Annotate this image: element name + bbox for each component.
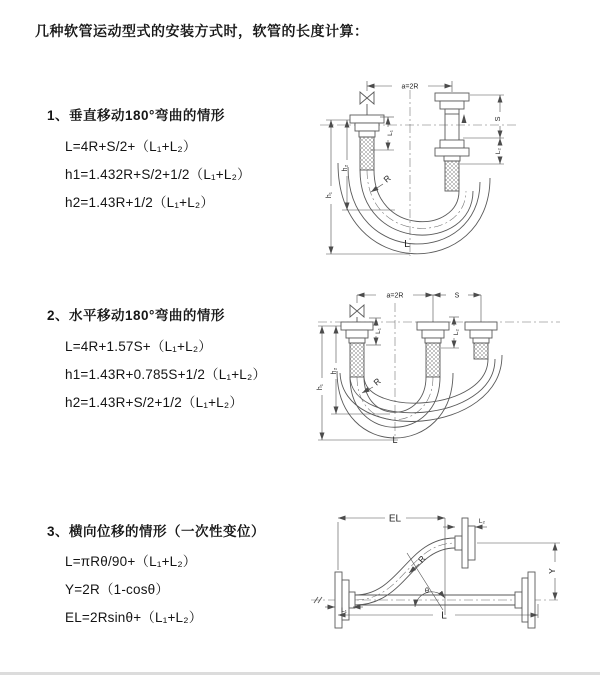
formula-l: L=πRθ/90+（L₁+L₂）	[65, 554, 197, 569]
formula-el: EL=2Rsinθ+（L₁+L₂）	[65, 610, 203, 625]
dimension-a-2r	[357, 293, 481, 323]
dim-label-h2: h₂	[331, 367, 338, 375]
dim-label-h1: h₁	[317, 383, 324, 391]
right-flange-fitting	[515, 572, 535, 628]
formula-y: Y=2R（1-cosθ）	[65, 582, 170, 597]
dimension-l	[338, 604, 538, 622]
formula-l: L=4R+S/2+（L₁+L₂）	[65, 139, 197, 154]
diagram-vertical-180-bend	[310, 68, 600, 263]
left-flange-fitting	[341, 322, 373, 377]
formula-h1: h1=1.432R+S/2+1/2（L₁+L₂）	[65, 167, 251, 182]
braided-hose-section	[360, 137, 374, 170]
section-horizontal-movement	[47, 304, 267, 410]
right-flange-fitting	[465, 322, 497, 359]
right-flange-fitting	[435, 93, 469, 191]
dim-label-l: L	[441, 610, 447, 622]
dim-label-l2: L₂	[495, 147, 502, 155]
diagram-horizontal-180-bend	[310, 283, 600, 450]
upper-flange-fitting	[455, 518, 475, 568]
dim-label-l1: L₁	[341, 607, 347, 614]
dim-label-a2r: a=2R	[401, 83, 419, 91]
dim-label-y: Y	[547, 568, 557, 574]
left-flange-fitting	[350, 115, 384, 170]
section-2-heading: 2、水平移动180°弯曲的情形	[47, 308, 225, 323]
middle-flange-fitting	[417, 322, 449, 377]
formula-h1: h1=1.43R+0.785S+1/2（L₁+L₂）	[65, 367, 267, 382]
dim-label-r: R	[415, 553, 428, 565]
dim-label-l-total: L	[404, 238, 410, 250]
dim-label-h2: h₂	[342, 164, 349, 172]
dim-label-el: EL	[388, 513, 402, 525]
dim-label-s: S	[493, 116, 502, 122]
dim-label-h1: h₁	[326, 191, 333, 199]
dim-label-l1: L₁	[375, 328, 382, 334]
radius-leader	[409, 554, 428, 573]
dim-label-theta: θ	[424, 586, 430, 595]
formula-h2: h2=1.43R+S/2+1/2（L₁+L₂）	[65, 395, 244, 410]
section-1-heading: 1、垂直移动180°弯曲的情形	[47, 108, 225, 123]
dimension-s	[433, 293, 481, 300]
section-lateral-displacement	[47, 520, 266, 625]
section-3-heading: 3、横向位移的情形（一次性变位）	[47, 524, 266, 539]
dimension-el	[338, 514, 445, 571]
dim-label-l2: L₂	[453, 328, 460, 336]
valve-icon	[350, 305, 364, 322]
hose-u-loop	[338, 163, 490, 254]
dim-label-l2: L₂	[478, 518, 486, 525]
valve-icon	[360, 92, 374, 115]
dim-label-a2r: a=2R	[386, 292, 404, 300]
dimension-a-2r	[367, 81, 452, 92]
page-title: 几种软管运动型式的安装方式时，软管的长度计算：	[35, 23, 369, 39]
dim-label-r: R	[371, 375, 383, 388]
left-flange-fitting	[335, 572, 355, 628]
dim-label-l-total: L	[392, 435, 398, 445]
formula-l: L=4R+1.57S+（L₁+L₂）	[65, 339, 212, 354]
radius-leader	[362, 376, 383, 393]
diagram-lateral-displacement	[305, 500, 600, 652]
movement-arrow-icon	[462, 114, 467, 123]
dim-label-r: R	[381, 172, 393, 185]
dim-label-l1: L₁	[387, 130, 394, 136]
section-vertical-movement	[47, 104, 251, 210]
dimension-l1	[325, 607, 363, 614]
dimension-y	[477, 543, 560, 600]
dim-label-s: S	[454, 292, 460, 300]
braided-hose-section	[445, 161, 459, 191]
formula-h2: h2=1.43R+1/2（L₁+L₂）	[65, 195, 215, 210]
